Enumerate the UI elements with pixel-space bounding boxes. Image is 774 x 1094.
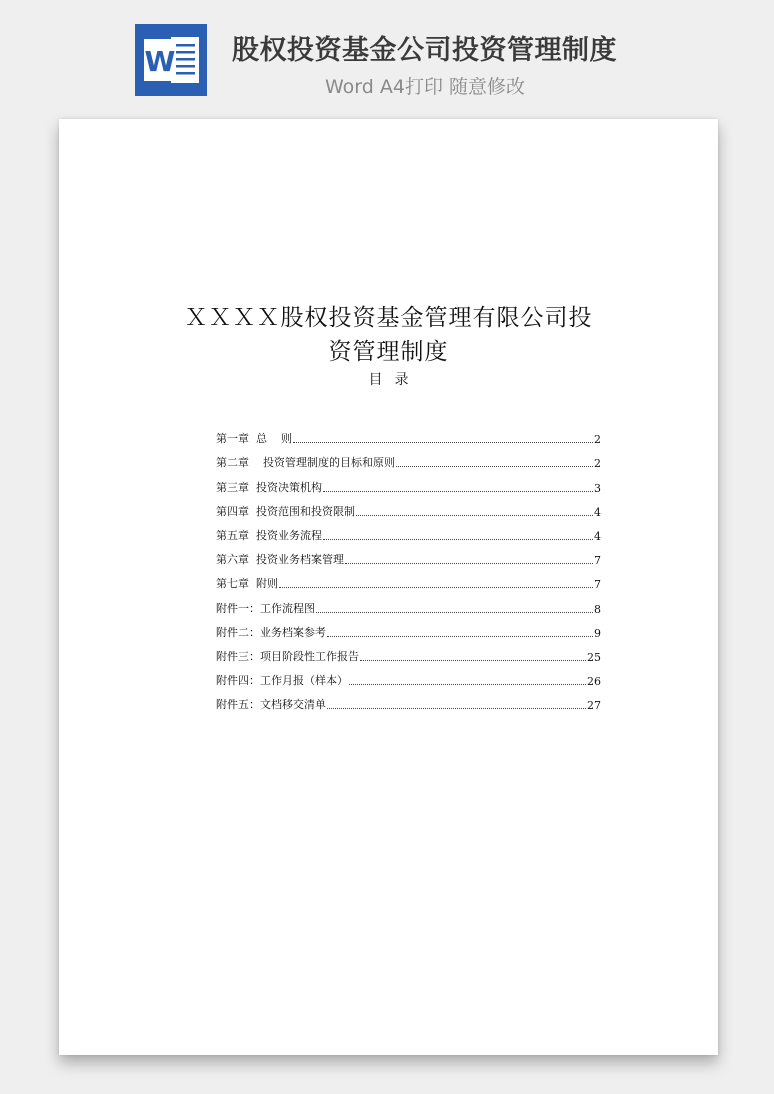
toc-leader-dots xyxy=(316,612,593,613)
toc-entry-label: 第六章 投资业务档案管理 xyxy=(216,553,344,567)
toc-entry-label: 附件二：业务档案参考 xyxy=(216,625,326,639)
toc-leader-dots xyxy=(349,684,586,685)
toc-leader-dots xyxy=(323,491,593,492)
toc-entry[interactable] xyxy=(216,422,601,446)
header xyxy=(0,0,774,110)
toc-leader-dots xyxy=(293,442,593,443)
word-document-icon xyxy=(135,24,207,96)
table-of-contents xyxy=(216,422,601,712)
toc-entry[interactable] xyxy=(216,664,601,688)
toc-entry-page: 3 xyxy=(594,481,601,495)
toc-leader-dots xyxy=(279,587,593,588)
toc-entry-label: 附件三：项目阶段性工作报告 xyxy=(216,649,359,663)
toc-leader-dots xyxy=(360,660,586,661)
toc-entry-label: 第四章 投资范围和投资限制 xyxy=(216,504,355,518)
toc-entry[interactable] xyxy=(216,688,601,712)
header-title: 股权投资基金公司投资管理制度 xyxy=(232,35,617,66)
toc-entry-label: 第一章 总 则 xyxy=(216,432,292,446)
toc-entry-label: 附件五：文档移交清单 xyxy=(216,698,326,712)
toc-entry[interactable] xyxy=(216,567,601,591)
toc-entry[interactable] xyxy=(216,616,601,640)
toc-entry-page: 25 xyxy=(587,650,601,664)
toc-entry-page: 9 xyxy=(594,626,601,640)
toc-heading: 目录 xyxy=(368,372,421,388)
watermark xyxy=(90,452,107,477)
toc-entry-page: 27 xyxy=(587,699,601,713)
toc-entry-label: 第五章 投资业务流程 xyxy=(216,528,322,542)
toc-entry[interactable] xyxy=(216,470,601,494)
toc-entry-page: 26 xyxy=(587,675,601,689)
toc-entry-page: 2 xyxy=(594,457,601,471)
toc-leader-dots xyxy=(327,636,593,637)
document-title-line1: ＸＸＸＸ股权投资基金管理有限公司投 xyxy=(184,305,593,331)
toc-entry[interactable] xyxy=(216,495,601,519)
document-title-line2: 资管理制度 xyxy=(328,339,449,365)
toc-entry[interactable] xyxy=(216,591,601,615)
toc-entry-page: 7 xyxy=(594,554,601,568)
toc-entry-page: 2 xyxy=(594,433,601,447)
toc-entry-page: 8 xyxy=(594,602,601,616)
toc-leader-dots xyxy=(327,708,586,709)
toc-entry[interactable] xyxy=(216,640,601,664)
toc-leader-dots xyxy=(323,539,593,540)
toc-leader-dots xyxy=(345,563,593,564)
toc-entry-label: 附件四：工作月报（样本） xyxy=(216,674,348,688)
toc-leader-dots xyxy=(396,466,593,467)
toc-leader-dots xyxy=(356,515,593,516)
toc-entry-page: 4 xyxy=(594,505,601,519)
toc-entry[interactable] xyxy=(216,543,601,567)
toc-entry-page: 7 xyxy=(594,578,601,592)
word-icon-letter: W xyxy=(144,45,176,78)
toc-entry-label: 第二章 投资管理制度的目标和原则 xyxy=(216,456,395,470)
document-page xyxy=(59,119,718,1055)
toc-entry[interactable] xyxy=(216,446,601,470)
header-subtitle: Word A4打印 随意修改 xyxy=(325,76,526,98)
toc-entry-page: 4 xyxy=(594,529,601,543)
toc-entry-label: 第七章 附则 xyxy=(216,577,278,591)
toc-entry[interactable] xyxy=(216,519,601,543)
toc-entry-label: 第三章 投资决策机构 xyxy=(216,480,322,494)
toc-entry-label: 附件一：工作流程图 xyxy=(216,601,315,615)
